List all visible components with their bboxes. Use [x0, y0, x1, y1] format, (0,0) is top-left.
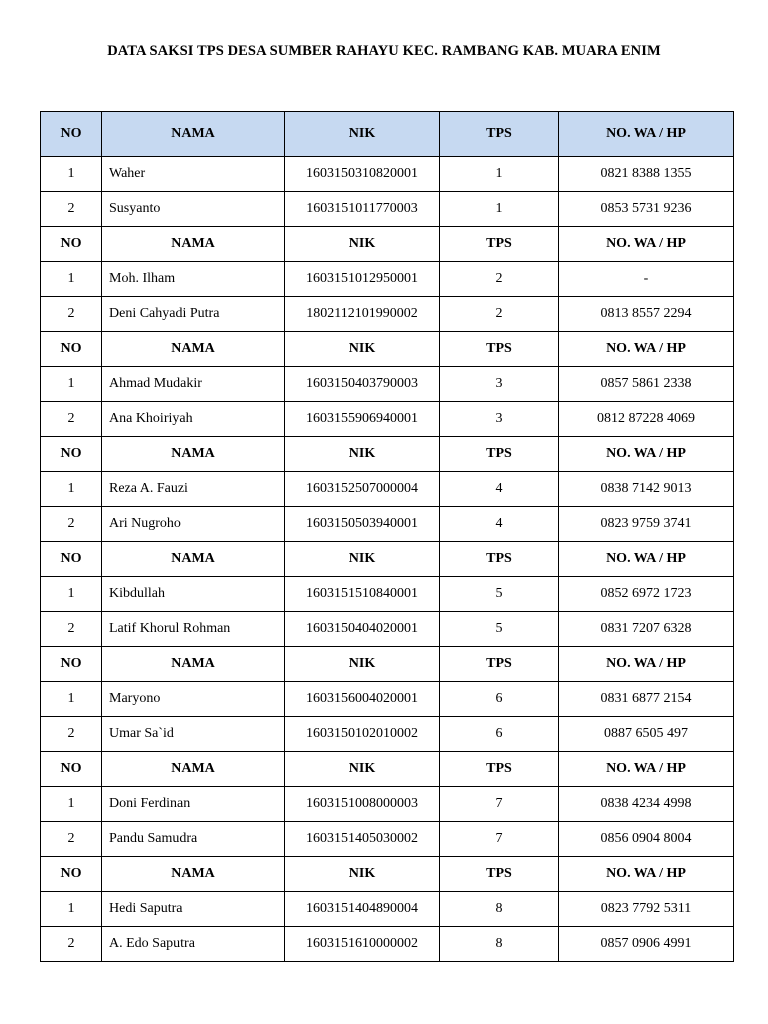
cell-nama: A. Edo Saputra [102, 927, 285, 962]
header-nik: NIK [285, 647, 440, 682]
table-header-row [41, 647, 734, 682]
header-wa: NO. WA / HP [559, 647, 734, 682]
header-tps: TPS [440, 647, 559, 682]
cell-tps: 6 [440, 717, 559, 752]
header-no: NO [41, 647, 102, 682]
cell-nama: Ari Nugroho [102, 507, 285, 542]
header-nama: NAMA [102, 112, 285, 157]
header-no: NO [41, 437, 102, 472]
header-no: NO [41, 332, 102, 367]
table-row [41, 822, 734, 857]
header-wa: NO. WA / HP [559, 112, 734, 157]
header-nama: NAMA [102, 437, 285, 472]
cell-tps: 7 [440, 787, 559, 822]
cell-wa: 0857 5861 2338 [559, 367, 734, 402]
cell-wa: 0838 7142 9013 [559, 472, 734, 507]
header-nik: NIK [285, 542, 440, 577]
cell-tps: 4 [440, 472, 559, 507]
document-title: DATA SAKSI TPS DESA SUMBER RAHAYU KEC. RAMBANG KAB. MUARA ENIM [107, 43, 661, 59]
cell-wa: 0831 7207 6328 [559, 612, 734, 647]
header-tps: TPS [440, 542, 559, 577]
cell-nik: 1603150404020001 [285, 612, 440, 647]
table-row [41, 577, 734, 612]
header-wa: NO. WA / HP [559, 332, 734, 367]
cell-nik: 1603150503940001 [285, 507, 440, 542]
header-tps: TPS [440, 227, 559, 262]
header-nama: NAMA [102, 542, 285, 577]
header-nik: NIK [285, 227, 440, 262]
cell-wa: 0887 6505 497 [559, 717, 734, 752]
header-nik: NIK [285, 112, 440, 157]
table-row [41, 402, 734, 437]
cell-tps: 2 [440, 262, 559, 297]
cell-nik: 1603151510840001 [285, 577, 440, 612]
header-nik: NIK [285, 857, 440, 892]
header-tps: TPS [440, 857, 559, 892]
cell-nik: 1603151011770003 [285, 192, 440, 227]
header-nama: NAMA [102, 227, 285, 262]
cell-wa: 0857 0906 4991 [559, 927, 734, 962]
cell-no: 2 [41, 612, 102, 647]
table-header-row [41, 437, 734, 472]
cell-no: 2 [41, 192, 102, 227]
cell-no: 2 [41, 507, 102, 542]
cell-no: 2 [41, 717, 102, 752]
cell-tps: 8 [440, 892, 559, 927]
cell-no: 1 [41, 892, 102, 927]
table-row [41, 367, 734, 402]
cell-tps: 2 [440, 297, 559, 332]
cell-no: 2 [41, 402, 102, 437]
table-header-row [41, 332, 734, 367]
header-nama: NAMA [102, 332, 285, 367]
table-row [41, 157, 734, 192]
header-nama: NAMA [102, 647, 285, 682]
header-wa: NO. WA / HP [559, 437, 734, 472]
table-header-row [41, 112, 734, 157]
table-row [41, 297, 734, 332]
cell-no: 1 [41, 682, 102, 717]
header-nama: NAMA [102, 752, 285, 787]
cell-wa: 0853 5731 9236 [559, 192, 734, 227]
header-nik: NIK [285, 332, 440, 367]
header-wa: NO. WA / HP [559, 857, 734, 892]
table-row [41, 892, 734, 927]
table-row [41, 682, 734, 717]
cell-nama: Maryono [102, 682, 285, 717]
header-no: NO [41, 752, 102, 787]
header-no: NO [41, 227, 102, 262]
cell-no: 1 [41, 157, 102, 192]
cell-tps: 3 [440, 367, 559, 402]
cell-nik: 1603155906940001 [285, 402, 440, 437]
cell-nama: Kibdullah [102, 577, 285, 612]
cell-nama: Latif Khorul Rohman [102, 612, 285, 647]
cell-nik: 1603151610000002 [285, 927, 440, 962]
cell-tps: 1 [440, 192, 559, 227]
cell-wa: 0856 0904 8004 [559, 822, 734, 857]
cell-wa: - [559, 262, 734, 297]
cell-nama: Ana Khoiriyah [102, 402, 285, 437]
cell-wa: 0838 4234 4998 [559, 787, 734, 822]
cell-nik: 1603150403790003 [285, 367, 440, 402]
cell-nama: Waher [102, 157, 285, 192]
table-row [41, 507, 734, 542]
table-row [41, 927, 734, 962]
cell-nama: Hedi Saputra [102, 892, 285, 927]
cell-no: 2 [41, 822, 102, 857]
header-no: NO [41, 542, 102, 577]
cell-tps: 3 [440, 402, 559, 437]
table-body [41, 112, 734, 962]
table-row [41, 787, 734, 822]
table-header-row [41, 752, 734, 787]
cell-tps: 5 [440, 612, 559, 647]
cell-wa: 0821 8388 1355 [559, 157, 734, 192]
table-row [41, 717, 734, 752]
table-header-row [41, 857, 734, 892]
header-wa: NO. WA / HP [559, 227, 734, 262]
cell-tps: 5 [440, 577, 559, 612]
table-header-row [41, 227, 734, 262]
cell-nik: 1603151404890004 [285, 892, 440, 927]
cell-nik: 1603151008000003 [285, 787, 440, 822]
cell-wa: 0812 87228 4069 [559, 402, 734, 437]
cell-wa: 0831 6877 2154 [559, 682, 734, 717]
cell-nik: 1603152507000004 [285, 472, 440, 507]
cell-tps: 8 [440, 927, 559, 962]
cell-nik: 1603150310820001 [285, 157, 440, 192]
table-row [41, 472, 734, 507]
cell-no: 1 [41, 367, 102, 402]
header-tps: TPS [440, 112, 559, 157]
cell-nama: Moh. Ilham [102, 262, 285, 297]
table-row [41, 612, 734, 647]
header-wa: NO. WA / HP [559, 752, 734, 787]
cell-wa: 0823 7792 5311 [559, 892, 734, 927]
cell-no: 1 [41, 472, 102, 507]
cell-tps: 7 [440, 822, 559, 857]
cell-nik: 1603150102010002 [285, 717, 440, 752]
cell-nama: Susyanto [102, 192, 285, 227]
cell-nik: 1603151012950001 [285, 262, 440, 297]
header-nama: NAMA [102, 857, 285, 892]
header-tps: TPS [440, 332, 559, 367]
saksi-table [40, 111, 734, 962]
cell-nik: 1603151405030002 [285, 822, 440, 857]
table-row [41, 192, 734, 227]
header-nik: NIK [285, 752, 440, 787]
cell-no: 2 [41, 927, 102, 962]
cell-tps: 1 [440, 157, 559, 192]
table-header-row [41, 542, 734, 577]
cell-wa: 0852 6972 1723 [559, 577, 734, 612]
cell-tps: 4 [440, 507, 559, 542]
cell-no: 1 [41, 787, 102, 822]
cell-wa: 0823 9759 3741 [559, 507, 734, 542]
cell-wa: 0813 8557 2294 [559, 297, 734, 332]
header-no: NO [41, 857, 102, 892]
cell-nama: Deni Cahyadi Putra [102, 297, 285, 332]
cell-nama: Ahmad Mudakir [102, 367, 285, 402]
header-tps: TPS [440, 752, 559, 787]
cell-nama: Pandu Samudra [102, 822, 285, 857]
table-row [41, 262, 734, 297]
header-tps: TPS [440, 437, 559, 472]
cell-no: 1 [41, 262, 102, 297]
cell-nama: Reza A. Fauzi [102, 472, 285, 507]
cell-tps: 6 [440, 682, 559, 717]
header-nik: NIK [285, 437, 440, 472]
cell-nama: Umar Sa`id [102, 717, 285, 752]
cell-nik: 1603156004020001 [285, 682, 440, 717]
header-wa: NO. WA / HP [559, 542, 734, 577]
cell-nik: 1802112101990002 [285, 297, 440, 332]
cell-no: 2 [41, 297, 102, 332]
header-no: NO [41, 112, 102, 157]
cell-nama: Doni Ferdinan [102, 787, 285, 822]
cell-no: 1 [41, 577, 102, 612]
